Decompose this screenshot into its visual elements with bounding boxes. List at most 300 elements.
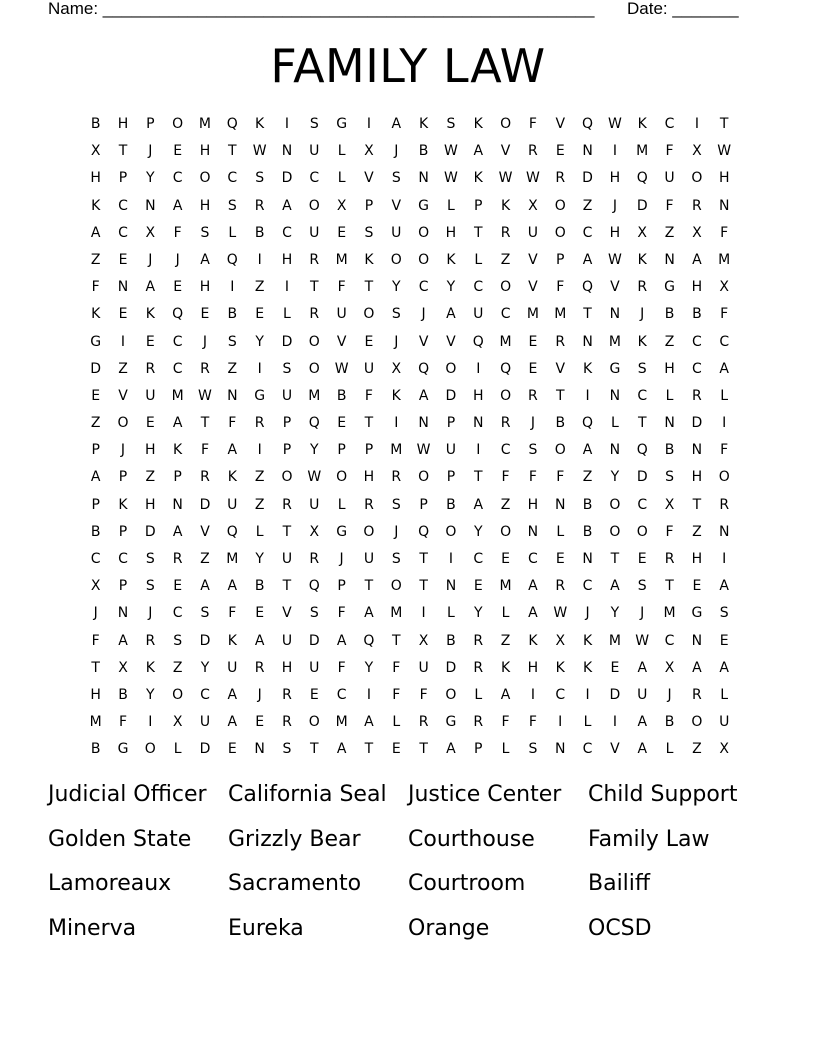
- grid-letter: F: [337, 279, 346, 296]
- grid-letter: B: [664, 442, 675, 459]
- grid-letter: T: [610, 551, 620, 567]
- grid-letter: N: [609, 442, 621, 459]
- grid-letter: G: [609, 360, 621, 377]
- grid-letter: P: [146, 116, 155, 132]
- grid-letter: D: [281, 170, 293, 187]
- grid-letter: A: [336, 632, 347, 649]
- grid-letter: P: [173, 469, 182, 486]
- grid-letter: G: [445, 714, 457, 731]
- grid-letter: O: [199, 170, 211, 187]
- grid-letter: U: [199, 714, 211, 731]
- grid-letter: U: [719, 714, 730, 731]
- grid-letter: F: [665, 523, 674, 540]
- grid-letter: H: [145, 442, 156, 459]
- grid-letter: A: [446, 741, 456, 758]
- grid-row: [82, 220, 742, 247]
- grid-letter: R: [528, 387, 538, 404]
- grid-letter: A: [200, 251, 210, 268]
- grid-letter: O: [144, 741, 156, 758]
- grid-letter: X: [692, 224, 702, 241]
- grid-letter: Q: [226, 251, 238, 268]
- grid-letter: V: [555, 360, 566, 377]
- grid-letter: D: [144, 523, 156, 540]
- grid-letter: B: [582, 523, 593, 540]
- grid-row: [82, 165, 742, 192]
- grid-letter: E: [118, 306, 128, 323]
- grid-letter: G: [664, 279, 675, 296]
- grid-letter: S: [637, 578, 647, 595]
- grid-letter: N: [117, 279, 129, 296]
- grid-letter: L: [556, 523, 565, 540]
- grid-letter: F: [419, 686, 428, 703]
- grid-letter: A: [473, 143, 484, 160]
- grid-letter: I: [448, 551, 453, 567]
- grid-letter: G: [336, 116, 348, 132]
- grid-letter: H: [609, 224, 621, 241]
- grid-letter: B: [90, 523, 101, 540]
- grid-letter: Q: [226, 523, 238, 540]
- grid-letter: Q: [226, 116, 238, 132]
- grid-letter: A: [418, 387, 429, 404]
- grid-letter: Q: [582, 279, 594, 296]
- grid-letter: E: [555, 143, 565, 160]
- grid-letter: L: [474, 251, 483, 268]
- grid-letter: L: [610, 415, 619, 432]
- grid-letter: D: [90, 360, 102, 377]
- grid-letter: Z: [500, 251, 511, 268]
- grid-letter: O: [500, 387, 512, 404]
- grid-letter: Z: [172, 659, 183, 676]
- grid-letter: U: [418, 659, 429, 676]
- grid-letter: S: [282, 741, 292, 758]
- grid-letter: I: [366, 686, 372, 703]
- grid-letter: U: [664, 170, 675, 187]
- grid-letter: K: [637, 116, 647, 132]
- grid-letter: S: [227, 333, 237, 350]
- grid-letter: U: [309, 224, 320, 241]
- grid-letter: W: [635, 632, 650, 649]
- grid-letter: A: [719, 360, 729, 377]
- grid-letter: S: [391, 170, 401, 187]
- grid-letter: O: [500, 523, 512, 540]
- grid-letter: V: [610, 279, 620, 296]
- grid-letter: R: [555, 170, 566, 187]
- word-bank-item: Courtroom: [408, 871, 526, 897]
- grid-letter: U: [363, 551, 375, 567]
- grid-letter: D: [199, 632, 211, 649]
- grid-letter: O: [418, 251, 430, 268]
- grid-letter: K: [582, 632, 593, 649]
- grid-letter: A: [528, 578, 538, 595]
- grid-letter: H: [199, 197, 211, 214]
- grid-letter: G: [418, 197, 430, 214]
- grid-letter: F: [228, 605, 237, 622]
- grid-letter: C: [90, 551, 101, 567]
- word-bank-item: Golden State: [48, 826, 192, 852]
- grid-letter: E: [692, 578, 702, 595]
- grid-letter: I: [722, 415, 727, 432]
- grid-letter: E: [528, 333, 538, 350]
- grid-letter: E: [118, 251, 128, 268]
- grid-row: [82, 492, 742, 519]
- grid-letter: O: [390, 578, 402, 595]
- grid-letter: W: [444, 170, 458, 187]
- grid-letter: I: [585, 387, 590, 404]
- grid-letter: F: [200, 442, 209, 459]
- grid-letter: S: [282, 360, 292, 377]
- grid-letter: K: [145, 659, 155, 676]
- grid-letter: O: [363, 523, 375, 540]
- grid-letter: Q: [472, 333, 484, 350]
- grid-letter: P: [364, 197, 374, 214]
- grid-letter: B: [90, 116, 101, 132]
- grid-letter: F: [528, 116, 537, 132]
- grid-letter: N: [418, 415, 429, 432]
- grid-letter: M: [308, 387, 321, 404]
- grid-letter: R: [555, 333, 566, 350]
- grid-letter: L: [501, 605, 510, 622]
- grid-letter: H: [199, 279, 211, 296]
- grid-letter: C: [691, 333, 702, 350]
- grid-letter: C: [719, 333, 730, 350]
- grid-letter: Z: [200, 551, 210, 567]
- grid-row: [82, 682, 742, 709]
- grid-letter: C: [555, 686, 566, 703]
- grid-letter: I: [476, 442, 481, 459]
- grid-letter: X: [145, 224, 156, 241]
- grid-letter: W: [717, 143, 732, 160]
- grid-row: [82, 356, 742, 383]
- grid-letter: H: [664, 360, 675, 377]
- grid-letter: E: [200, 306, 210, 323]
- grid-letter: R: [528, 143, 538, 160]
- grid-letter: I: [612, 143, 617, 160]
- grid-letter: R: [500, 415, 511, 432]
- grid-letter: U: [309, 143, 320, 160]
- grid-letter: O: [554, 224, 566, 241]
- grid-letter: N: [227, 387, 238, 404]
- grid-letter: O: [390, 251, 402, 268]
- grid-letter: T: [282, 578, 292, 595]
- grid-letter: U: [527, 224, 539, 241]
- grid-letter: J: [339, 551, 344, 567]
- grid-letter: I: [558, 714, 563, 731]
- grid-letter: H: [718, 170, 730, 187]
- grid-letter: O: [609, 496, 621, 513]
- grid-letter: E: [391, 741, 401, 758]
- grid-letter: F: [501, 714, 510, 731]
- grid-row: [82, 138, 742, 165]
- grid-letter: S: [364, 224, 374, 241]
- grid-letter: B: [582, 496, 593, 513]
- grid-letter: C: [664, 116, 675, 132]
- grid-letter: A: [719, 659, 729, 676]
- grid-letter: I: [476, 360, 481, 377]
- grid-row: [82, 274, 742, 301]
- grid-letter: I: [284, 279, 290, 296]
- grid-letter: H: [472, 387, 484, 404]
- grid-letter: I: [257, 442, 262, 459]
- grid-letter: A: [582, 442, 593, 459]
- grid-letter: C: [637, 496, 648, 513]
- word-bank-item: Eureka: [228, 915, 304, 941]
- grid-letter: I: [694, 116, 699, 132]
- grid-letter: E: [173, 143, 183, 160]
- grid-letter: S: [637, 360, 647, 377]
- grid-letter: T: [473, 469, 483, 486]
- grid-letter: Z: [500, 632, 511, 649]
- grid-letter: I: [257, 360, 262, 377]
- grid-letter: S: [528, 442, 538, 459]
- grid-letter: P: [118, 170, 128, 187]
- grid-letter: X: [336, 197, 347, 214]
- grid-letter: F: [392, 686, 401, 703]
- grid-letter: N: [445, 578, 457, 595]
- grid-letter: X: [118, 659, 128, 676]
- grid-letter: H: [609, 170, 621, 187]
- grid-letter: V: [528, 279, 538, 296]
- grid-letter: K: [91, 306, 101, 323]
- grid-letter: L: [720, 387, 729, 404]
- grid-letter: H: [90, 686, 101, 703]
- grid-letter: X: [528, 197, 538, 214]
- grid-letter: V: [118, 387, 128, 404]
- grid-letter: X: [90, 143, 101, 160]
- grid-letter: C: [691, 360, 702, 377]
- grid-letter: X: [418, 632, 429, 649]
- grid-letter: E: [528, 360, 538, 377]
- grid-letter: L: [583, 714, 592, 731]
- grid-letter: C: [418, 279, 429, 296]
- grid-letter: R: [282, 714, 292, 731]
- grid-letter: R: [391, 469, 402, 486]
- word-bank-item: Lamoreaux: [48, 871, 172, 897]
- grid-letter: D: [445, 659, 457, 676]
- grid-letter: E: [255, 605, 265, 622]
- grid-letter: W: [444, 143, 458, 160]
- grid-letter: S: [391, 306, 401, 323]
- grid-letter: V: [336, 333, 347, 350]
- grid-letter: U: [637, 686, 648, 703]
- grid-letter: A: [582, 251, 593, 268]
- grid-letter: N: [582, 333, 593, 350]
- grid-letter: U: [145, 387, 156, 404]
- grid-letter: D: [609, 686, 621, 703]
- grid-row: [82, 193, 742, 220]
- grid-letter: M: [390, 605, 403, 622]
- grid-row: [82, 247, 742, 274]
- grid-letter: B: [118, 686, 128, 703]
- grid-letter: L: [337, 496, 346, 513]
- word-bank-item: Bailiff: [588, 871, 651, 897]
- grid-letter: X: [309, 523, 320, 540]
- grid-letter: Q: [500, 360, 512, 377]
- grid-letter: C: [582, 578, 593, 595]
- grid-letter: A: [172, 523, 183, 540]
- grid-letter: E: [364, 333, 374, 350]
- grid-letter: G: [336, 523, 348, 540]
- grid-letter: O: [445, 360, 457, 377]
- grid-letter: E: [637, 551, 647, 567]
- grid-letter: Z: [227, 360, 238, 377]
- grid-letter: P: [337, 578, 346, 595]
- grid-letter: R: [200, 469, 210, 486]
- grid-letter: A: [473, 496, 484, 513]
- grid-letter: N: [473, 415, 484, 432]
- grid-letter: L: [501, 741, 510, 758]
- grid-letter: G: [117, 741, 129, 758]
- grid-letter: L: [392, 714, 401, 731]
- grid-letter: O: [636, 523, 648, 540]
- grid-letter: L: [283, 306, 291, 323]
- grid-letter: H: [363, 469, 375, 486]
- grid-letter: A: [282, 197, 292, 214]
- grid-letter: P: [556, 251, 565, 268]
- grid-letter: I: [230, 279, 235, 296]
- grid-letter: O: [554, 197, 566, 214]
- grid-letter: S: [446, 116, 456, 132]
- grid-letter: B: [664, 714, 675, 731]
- grid-letter: X: [664, 496, 675, 513]
- grid-letter: C: [172, 360, 183, 377]
- grid-letter: U: [309, 659, 320, 676]
- grid-letter: M: [636, 143, 649, 160]
- grid-letter: K: [364, 251, 374, 268]
- grid-letter: A: [200, 578, 210, 595]
- grid-letter: Z: [500, 496, 511, 513]
- grid-letter: L: [665, 387, 674, 404]
- grid-letter: K: [473, 116, 483, 132]
- grid-letter: U: [363, 360, 375, 377]
- grid-letter: E: [309, 686, 319, 703]
- grid-letter: F: [556, 279, 565, 296]
- grid-row: [82, 410, 742, 437]
- grid-letter: C: [336, 686, 347, 703]
- grid-letter: M: [526, 306, 539, 323]
- grid-letter: E: [173, 578, 183, 595]
- grid-letter: F: [173, 224, 182, 241]
- grid-letter: T: [419, 551, 428, 567]
- grid-letter: A: [227, 686, 238, 703]
- grid-letter: V: [610, 741, 620, 758]
- grid-letter: T: [665, 578, 674, 595]
- grid-letter: N: [609, 306, 621, 323]
- grid-letter: T: [637, 415, 647, 432]
- grid-letter: C: [528, 551, 538, 567]
- grid-letter: O: [691, 170, 703, 187]
- grid-letter: F: [665, 197, 674, 214]
- grid-letter: T: [555, 387, 565, 404]
- grid-letter: P: [419, 496, 428, 513]
- grid-letter: J: [148, 251, 153, 268]
- grid-letter: N: [555, 741, 566, 758]
- grid-letter: S: [391, 551, 401, 567]
- grid-letter: M: [608, 333, 621, 350]
- grid-letter: S: [665, 469, 674, 486]
- grid-letter: R: [364, 496, 374, 513]
- grid-letter: S: [391, 496, 401, 513]
- grid-letter: B: [90, 741, 101, 758]
- grid-letter: O: [718, 469, 730, 486]
- grid-letter: H: [199, 143, 211, 160]
- grid-letter: D: [445, 387, 457, 404]
- grid-row: [82, 519, 742, 546]
- date-field-label: Date: _______: [627, 0, 739, 18]
- grid-letter: H: [90, 170, 101, 187]
- grid-letter: F: [665, 143, 674, 160]
- grid-letter: R: [555, 578, 566, 595]
- grid-letter: E: [337, 415, 347, 432]
- grid-letter: I: [366, 116, 372, 132]
- grid-letter: M: [89, 714, 102, 731]
- grid-letter: C: [473, 279, 484, 296]
- grid-letter: A: [610, 578, 620, 595]
- grid-letter: E: [501, 551, 511, 567]
- grid-letter: J: [120, 442, 126, 459]
- page-title: FAMILY LAW: [270, 39, 546, 93]
- word-bank-item: Justice Center: [408, 782, 562, 807]
- grid-letter: P: [474, 741, 483, 758]
- grid-letter: F: [720, 442, 729, 459]
- grid-letter: C: [582, 224, 593, 241]
- grid-letter: M: [499, 578, 512, 595]
- grid-letter: L: [173, 741, 182, 758]
- word-bank: [48, 779, 788, 957]
- grid-letter: C: [473, 551, 484, 567]
- grid-letter: X: [364, 143, 374, 160]
- grid-letter: I: [148, 714, 153, 731]
- grid-letter: I: [585, 686, 590, 703]
- grid-letter: Y: [310, 442, 319, 459]
- grid-letter: Y: [146, 170, 155, 187]
- grid-letter: F: [364, 387, 373, 404]
- grid-letter: R: [254, 415, 265, 432]
- grid-letter: J: [148, 605, 153, 622]
- grid-letter: B: [254, 578, 265, 595]
- grid-letter: O: [445, 686, 457, 703]
- grid-row: [82, 600, 742, 627]
- grid-letter: S: [309, 116, 319, 132]
- grid-letter: K: [391, 387, 401, 404]
- grid-letter: O: [609, 523, 621, 540]
- grid-letter: C: [309, 170, 320, 187]
- grid-letter: Y: [200, 659, 210, 676]
- grid-letter: Z: [254, 469, 265, 486]
- grid-letter: N: [254, 741, 265, 758]
- grid-letter: A: [719, 578, 729, 595]
- grid-letter: E: [173, 279, 183, 296]
- grid-letter: A: [637, 714, 648, 731]
- grid-letter: P: [446, 469, 456, 486]
- grid-letter: R: [473, 714, 484, 731]
- grid-letter: J: [640, 306, 645, 323]
- grid-letter: K: [173, 442, 183, 459]
- grid-letter: P: [91, 442, 100, 459]
- grid-letter: I: [421, 605, 426, 622]
- grid-letter: T: [364, 415, 374, 432]
- grid-letter: O: [445, 523, 457, 540]
- grid-letter: R: [145, 632, 156, 649]
- grid-letter: V: [391, 197, 402, 214]
- grid-letter: V: [418, 333, 429, 350]
- grid-letter: A: [364, 714, 374, 731]
- grid-letter: X: [719, 741, 729, 758]
- grid-letter: W: [498, 170, 513, 187]
- grid-letter: N: [418, 170, 429, 187]
- grid-letter: C: [227, 170, 238, 187]
- grid-letter: I: [722, 551, 727, 567]
- grid-letter: W: [553, 605, 568, 622]
